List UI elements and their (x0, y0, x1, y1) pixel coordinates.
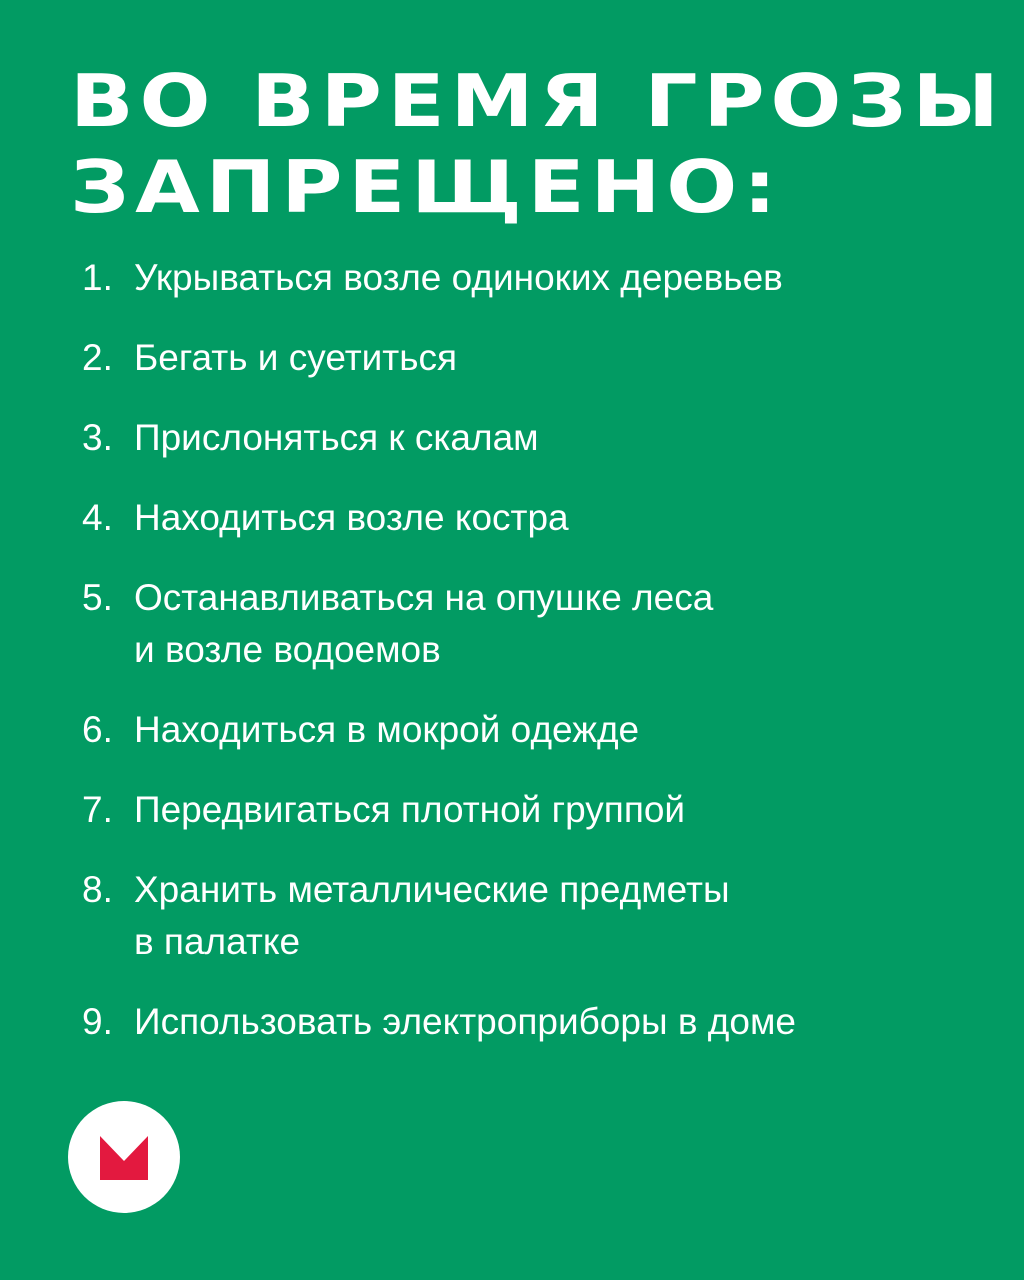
list-item-text: Бегать и суетиться (134, 337, 458, 378)
page-title-line-1: ВО ВРЕМЯ ГРОЗЫ (70, 59, 1005, 143)
list-item-text: Передвигаться плотной группой (134, 789, 686, 830)
list-item-number: 4. (82, 497, 113, 538)
list-item-number: 3. (82, 417, 113, 458)
list-item-number: 8. (82, 869, 113, 910)
list-item (82, 704, 982, 756)
list-item-text: Останавливаться на опушке леса и возле водоемов (134, 577, 714, 670)
list-item-number: 9. (82, 1001, 113, 1042)
m-logo-icon (68, 1101, 180, 1213)
list-item (82, 252, 982, 304)
list-item (82, 572, 982, 676)
list-item-text: Прислоняться к скалам (134, 417, 539, 458)
list-item-number: 1. (82, 257, 113, 298)
page-title-line-2: ЗАПРЕЩЕНО: (70, 145, 783, 229)
list-item-text: Находиться в мокрой одежде (134, 709, 640, 750)
list-item-number: 7. (82, 789, 113, 830)
list-item (82, 864, 982, 968)
list-item-text: Находиться возле костра (134, 497, 569, 538)
prohibited-actions-list (82, 252, 982, 1076)
list-item-number: 5. (82, 577, 113, 618)
list-item (82, 332, 982, 384)
list-item (82, 996, 982, 1048)
list-item-text: Хранить металлические предметы в палатке (134, 869, 730, 962)
list-item-text: Использовать электроприборы в доме (134, 1001, 796, 1042)
list-item-number: 2. (82, 337, 113, 378)
page-title (70, 58, 1024, 230)
list-item (82, 412, 982, 464)
logo (68, 1101, 180, 1213)
list-item (82, 492, 982, 544)
list-item (82, 784, 982, 836)
list-item-number: 6. (82, 709, 113, 750)
list-item-text: Укрываться возле одиноких деревьев (134, 257, 783, 298)
